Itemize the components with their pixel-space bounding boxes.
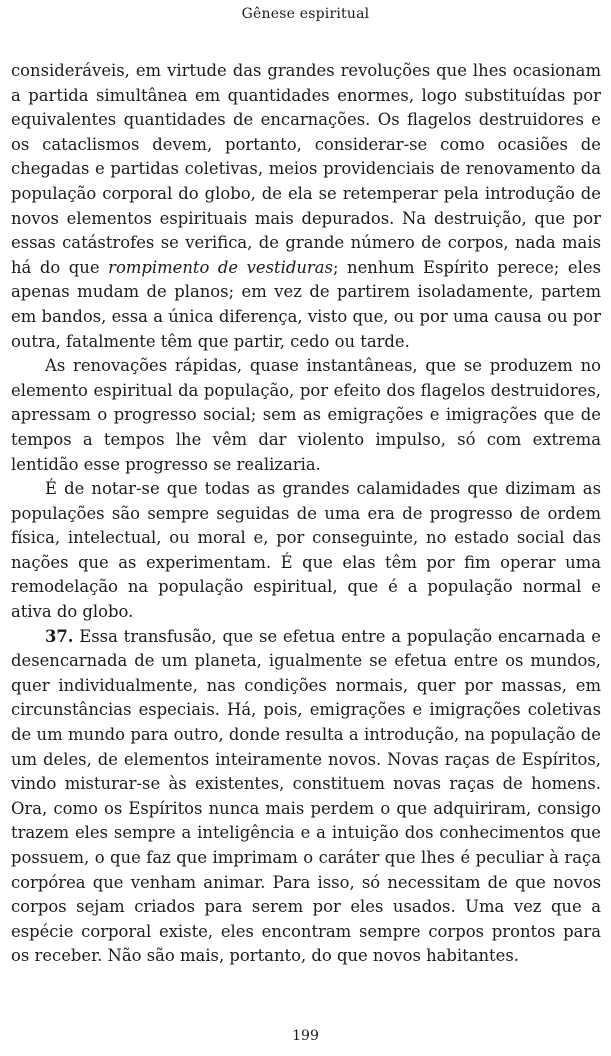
running-head: Gênese espiritual bbox=[241, 6, 370, 22]
paragraph-1-text-before: consideráveis, em virtude das grandes revoluções que lhes ocasionam a partida simultânea em quantidades enormes, logo substituídas por equivalentes quantidades de encarnações. Os flagelos destruidores e os cataclismos devem, portanto, considerar-se como ocasiões de chegadas e partidas coletivas, meios providenciais de renovamento da população corporal do globo, de ela se retemperar pela introdução de novos elementos espirituais mais depurados. Na destruição, que por essas catástrofes se verifica, de grande número de corpos, nada mais há do que bbox=[11, 61, 601, 277]
paragraph-1 bbox=[11, 59, 601, 354]
paragraph-3: É de notar-se que todas as grandes calamidades que dizimam as populações são sempre seguidas de uma era de progresso de ordem física, intelectual, ou moral e, por conseguinte, no estado social das nações que as experimentam. É que elas têm por fim operar uma remodelação na população espiritual, que é a população normal e ativa do globo. bbox=[11, 479, 601, 622]
body-text bbox=[11, 59, 601, 969]
paragraph-1-text-after: ; nenhum Espírito perece; eles apenas mudam de planos; em vez de partirem isoladamente, partem em bandos, essa a única diferença, visto que, ou por uma causa ou por outra, fatalmente têm que partir, cedo ou tarde. bbox=[11, 257, 601, 351]
paragraph-1-emphasis: rompimento de vestiduras bbox=[108, 257, 333, 277]
paragraph-4 bbox=[11, 625, 601, 969]
section-number: 37. bbox=[45, 626, 74, 646]
page-number: 199 bbox=[292, 1028, 319, 1044]
paragraph-4-text: Essa transfusão, que se efetua entre a população encarnada e desencarnada de um planeta, igualmente se efetua entre os mundos, quer individualmente, nas condições normais, quer por massas, em circunstâncias especiais. Há, pois, emigrações e imigrações coletivas de um mundo para outro, donde resulta a introdução, na população de um deles, de elementos inteiramente novos. Novas raças de Espíritos, vindo misturar-se às existentes, constituem novas raças de homens. Ora, como os Espíritos nunca mais perdem o que adquiriram, consigo trazem eles sempre a inteligência e a intuição dos conhecimentos que possuem, o que faz que imprimam o caráter que lhes é peculiar à raça corpórea que venham animar. Para isso, só necessitam de que novos corpos sejam criados para serem por eles usados. Uma vez que a espécie corporal existe, eles encontram sempre corpos prontos para os receber. Não são mais, portanto, do que novos habitantes. bbox=[11, 626, 601, 966]
paragraph-2: As renovações rápidas, quase instantâneas, que se produzem no elemento espiritual da população, por efeito dos flagelos destruidores, apressam o progresso social; sem as emigrações e imigrações que de tempos a tempos lhe vêm dar violento impulso, só com extrema lentidão esse progresso se realizaria. bbox=[11, 356, 601, 474]
